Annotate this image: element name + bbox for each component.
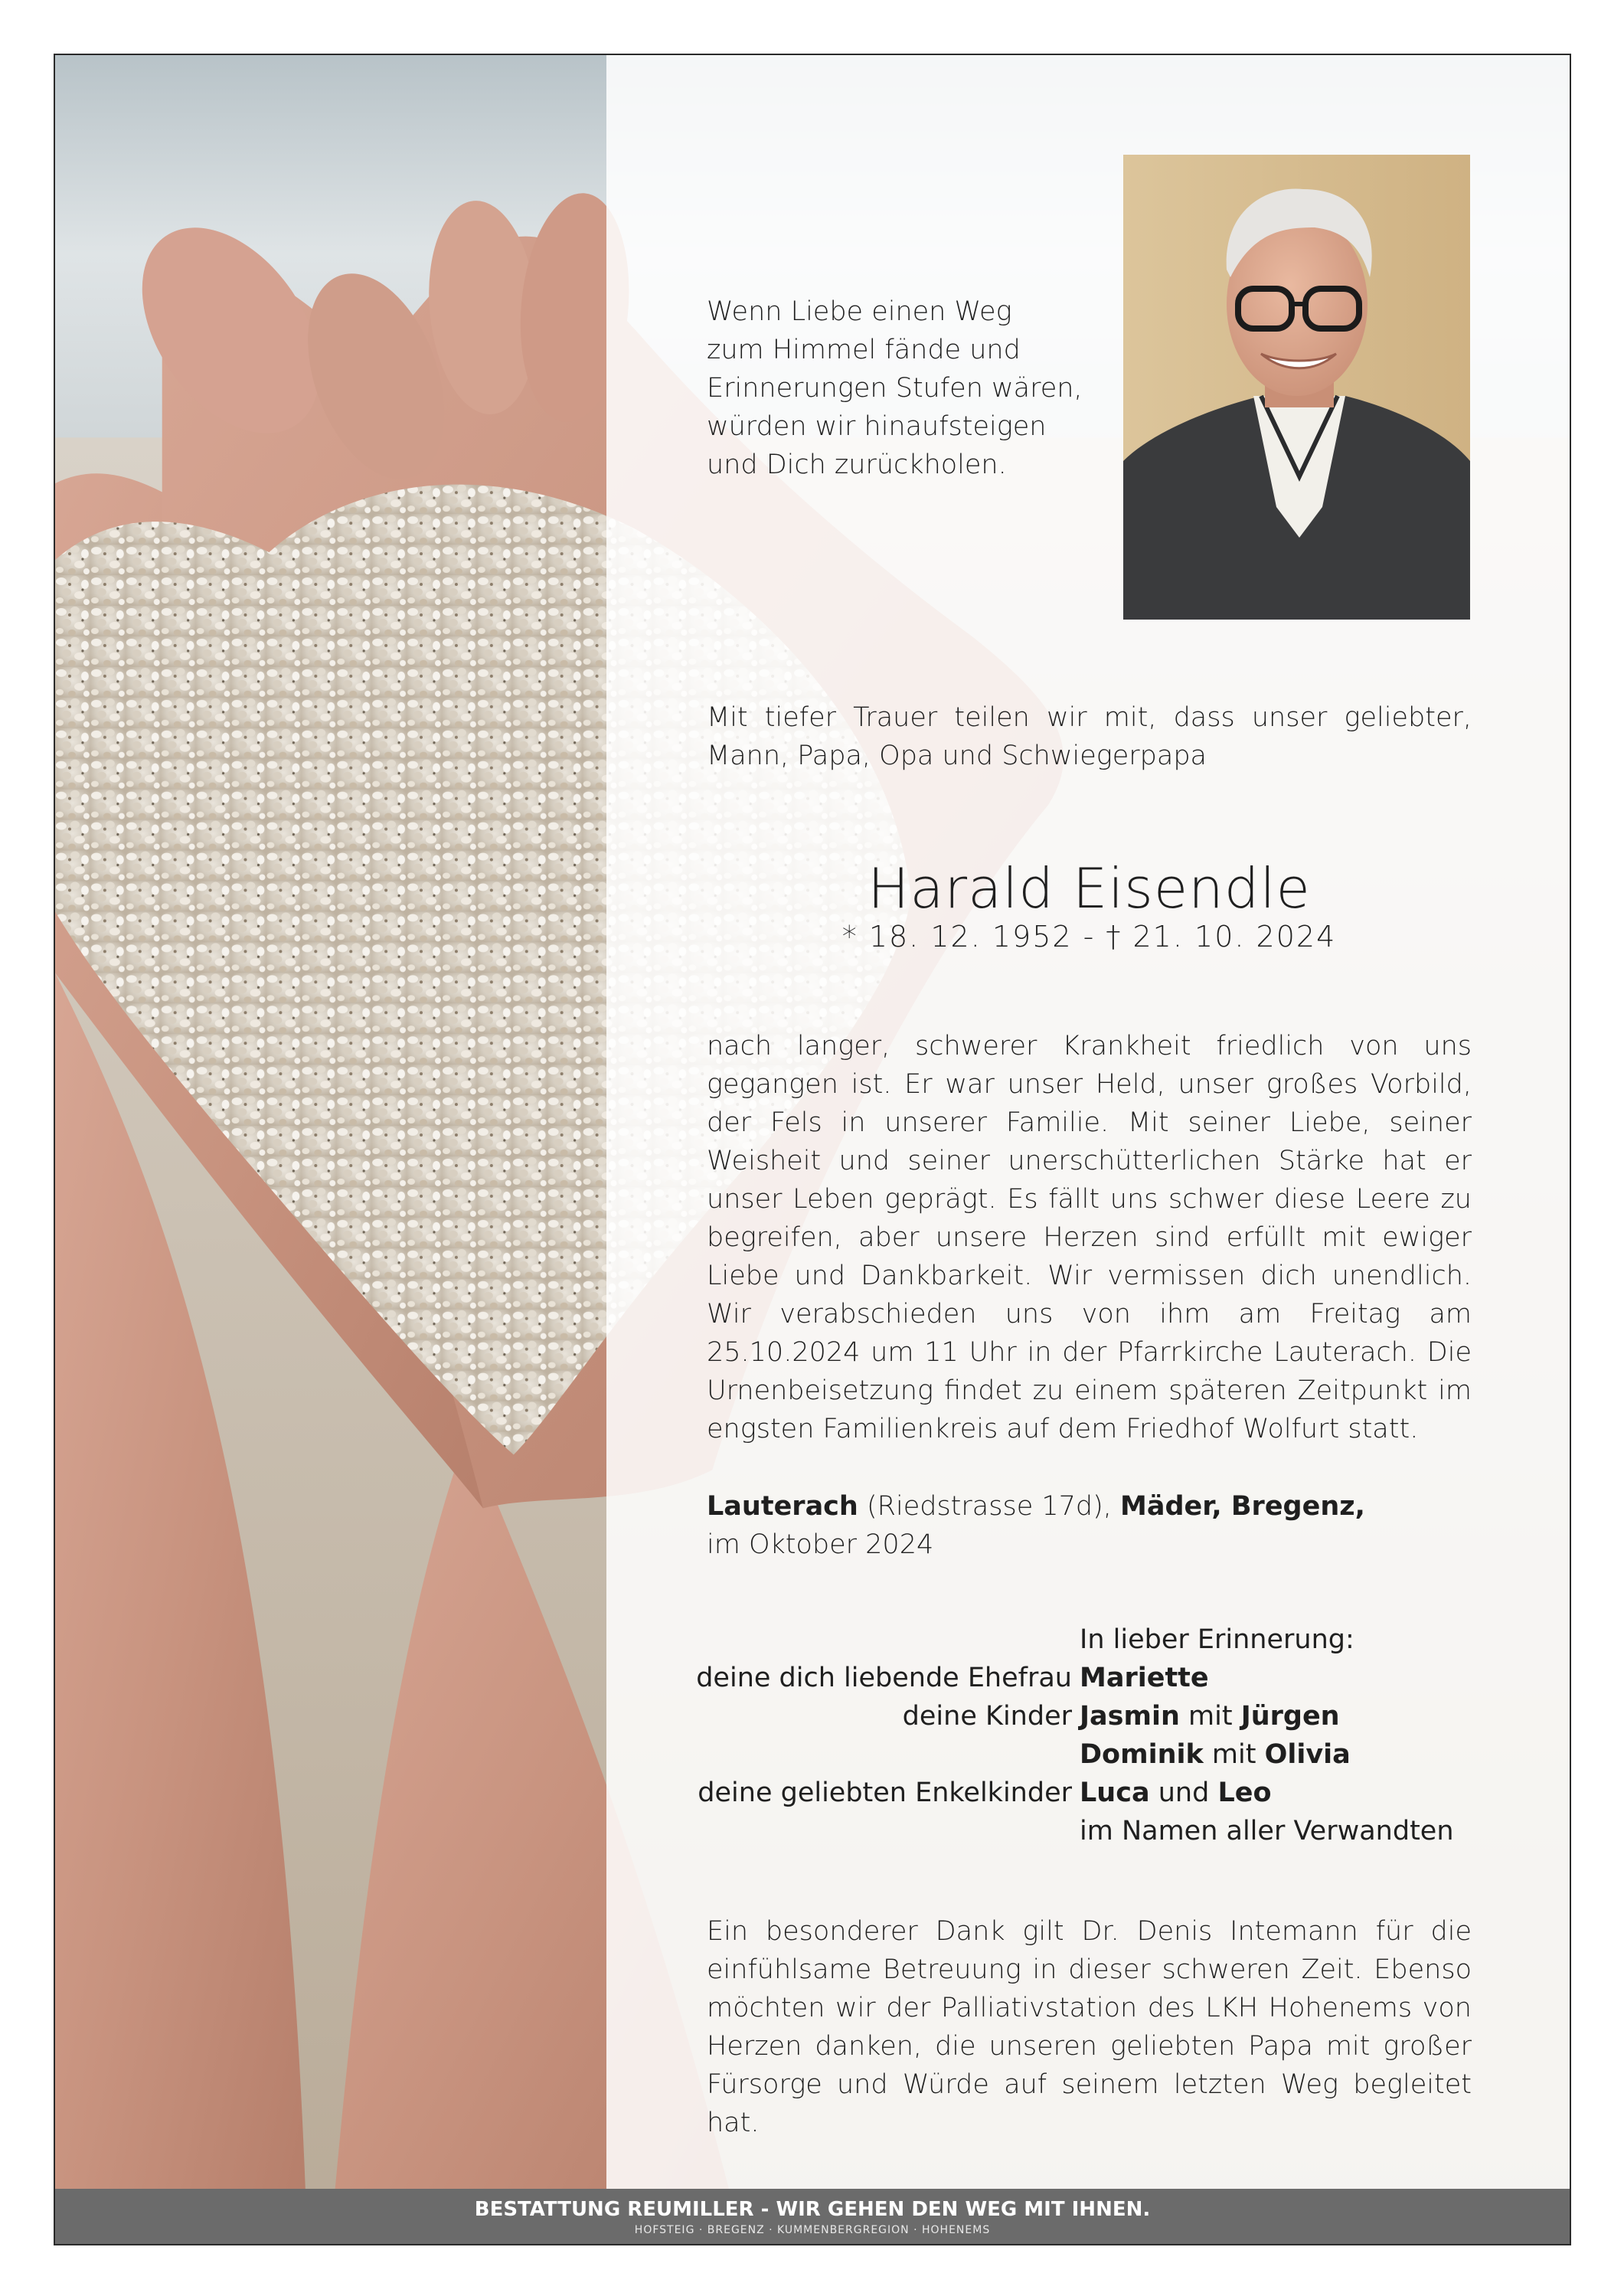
quote-line: würden wir hinaufsteigen	[707, 411, 1047, 442]
children-label: deine Kinder	[902, 1701, 1072, 1732]
grandchild-name: Luca	[1080, 1778, 1150, 1808]
conjunction: mit	[1211, 1739, 1256, 1770]
conjunction: und	[1158, 1778, 1210, 1808]
child-name: Dominik	[1080, 1739, 1204, 1770]
announcement-intro: Mit tiefer Trauer teilen wir mit, dass unser geliebter, Mann, Papa, Opa und Schwiegerpapa	[707, 702, 1472, 771]
portrait-photo	[1123, 155, 1470, 620]
place-towns: Mäder, Bregenz,	[1120, 1491, 1365, 1522]
quote-line: zum Himmel fände und	[707, 335, 1021, 365]
quote-line: und Dich zurückholen.	[707, 450, 1007, 480]
deceased-name: Harald Eisendle	[868, 856, 1311, 921]
place-address: (Riedstrasse 17d),	[867, 1491, 1112, 1522]
grandchild-name: Leo	[1217, 1778, 1272, 1808]
spouse-name: Mariette	[1080, 1663, 1209, 1693]
mourners-closing: im Namen aller Verwandten	[1080, 1816, 1454, 1846]
thanks-note: Ein besonderer Dank gilt Dr. Denis Intemann für die einfühlsame Betreuung in dieser schweren Zeit. Ebenso möchten wir der Palliativstation des LKH Hohenems von Herzen danken, die unseren geliebten Papa mit großer Fürsorge und Würde auf seinem letzten Weg begleitet hat.	[707, 1916, 1472, 2138]
child-row	[1080, 1697, 1340, 1735]
funeral-home-footer	[55, 2189, 1570, 2244]
footer-regions: HOFSTEIG · BREGENZ · KUMMENBERGREGION · HOHENEMS	[634, 2224, 991, 2236]
obituary-card	[54, 54, 1571, 2245]
obituary-body: nach langer, schwerer Krankheit friedlich von uns gegangen ist. Er war unser Held, unser großes Vorbild, der Fels in unserer Familie. Mit seiner Liebe, seiner Weisheit und seiner unerschütterlichen Stärke hat er unser Leben geprägt. Es fällt uns schwer diese Leere zu begreifen, aber unsere Herzen sind erfüllt mit ewiger Liebe und Dankbarkeit. Wir vermissen dich unendlich. Wir verabschieden uns von ihm am Freitag am 25.10.2024 um 11 Uhr in der Pfarrkirche Lauterach. Die Urnenbeisetzung findet zu einem späteren Zeitpunkt im engsten Familienkreis auf dem Friedhof Wolfurt statt.	[707, 1031, 1472, 1444]
quote-line: Wenn Liebe einen Weg	[707, 296, 1012, 327]
quote-line: Erinnerungen Stufen wären,	[707, 373, 1083, 404]
memorial-quote	[707, 293, 1090, 484]
partner-name: Olivia	[1264, 1739, 1351, 1770]
conjunction: mit	[1188, 1701, 1233, 1732]
place-town: Lauterach	[707, 1491, 858, 1522]
child-row	[1080, 1735, 1351, 1774]
grandchildren-label: deine geliebten Enkelkinder	[698, 1778, 1072, 1808]
partner-name: Jürgen	[1240, 1701, 1340, 1732]
life-dates: * 18. 12. 1952 - † 21. 10. 2024	[841, 920, 1337, 953]
mourners-heading: In lieber Erinnerung:	[1080, 1624, 1354, 1655]
place-date: im Oktober 2024	[707, 1529, 934, 1560]
grandchildren-row	[1080, 1774, 1272, 1812]
place-and-date	[707, 1487, 1472, 1564]
child-name: Jasmin	[1080, 1701, 1180, 1732]
footer-slogan: BESTATTUNG REUMILLER - WIR GEHEN DEN WEG MIT IHNEN.	[474, 2198, 1151, 2221]
spouse-label: deine dich liebende Ehefrau	[696, 1663, 1072, 1693]
